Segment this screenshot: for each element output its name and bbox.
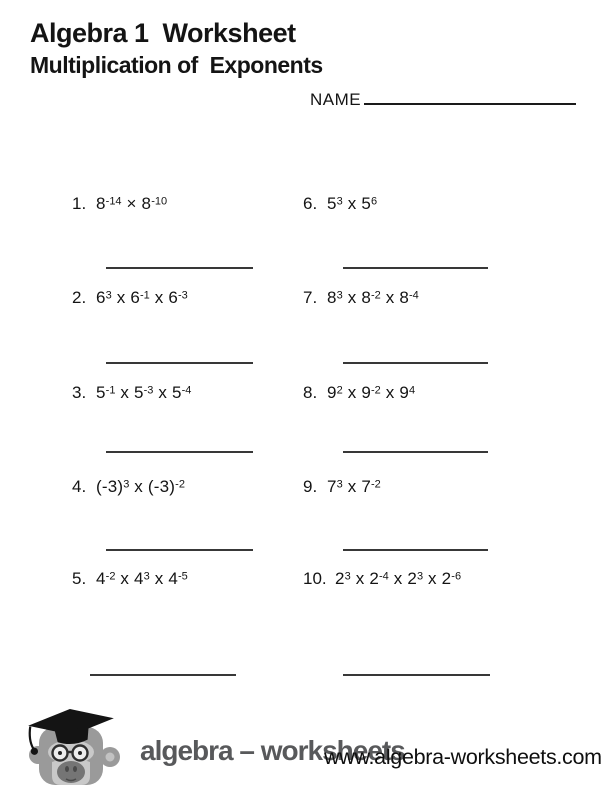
problem-5 <box>72 568 188 589</box>
problem-expression: $5^{-1}$ x $5^{-3}$ x $5^{-4}$ <box>96 383 192 402</box>
problem-number: 2. <box>72 288 87 307</box>
problem-2 <box>72 287 188 308</box>
brand-wordmark: algebra – worksheets <box>140 735 405 766</box>
problem-expression: $4^{-2}$ x $4^3$ x $4^{-5}$ <box>96 569 188 588</box>
answer-line-2 <box>106 362 253 364</box>
answer-line-4 <box>106 549 253 551</box>
answer-line-7 <box>343 362 488 364</box>
problem-4 <box>72 476 185 497</box>
answer-line-6 <box>343 267 488 269</box>
problem-expression: $(-3)^3$ x $(-3)^{-2}$ <box>96 477 185 496</box>
problem-expression: $9^2$ x $9^{-2}$ x $9^4$ <box>327 383 416 402</box>
problem-8 <box>303 382 415 403</box>
problem-expression: $8^3$ x $8^{-2}$ x $8^{-4}$ <box>327 288 419 307</box>
answer-line-5 <box>90 674 236 676</box>
monkey-graduate-icon <box>22 706 130 792</box>
page-subtitle: Multiplication of Exponents <box>30 52 323 78</box>
problem-number: 6. <box>303 194 318 213</box>
problem-expression: $7^3$ x $7^{-2}$ <box>327 477 381 496</box>
answer-line-8 <box>343 451 488 453</box>
answer-line-9 <box>343 549 488 551</box>
problem-6 <box>303 193 377 214</box>
problem-number: 9. <box>303 477 318 496</box>
problem-3 <box>72 382 191 403</box>
name-field <box>310 86 576 110</box>
problem-expression: $2^3$ x $2^{-4}$ x $2^3$ x $2^{-6}$ <box>335 569 462 588</box>
problem-1 <box>72 193 167 214</box>
problem-number: 3. <box>72 383 87 402</box>
problem-number: 10. <box>303 569 327 588</box>
problem-expression: $8^{-14} \times 8^{-10}$ <box>96 194 168 213</box>
problem-number: 8. <box>303 383 318 402</box>
answer-line-10 <box>343 674 490 676</box>
problem-number: 5. <box>72 569 87 588</box>
problem-expression: $6^3$ x $6^{-1}$ x $6^{-3}$ <box>96 288 188 307</box>
problem-number: 4. <box>72 477 87 496</box>
problem-9 <box>303 476 381 497</box>
answer-line-3 <box>106 451 253 453</box>
name-label: NAME <box>310 90 362 109</box>
name-blank-line <box>364 86 576 105</box>
problem-expression: $5^3$ x $5^6$ <box>327 194 378 213</box>
page-title: Algebra 1 Worksheet <box>30 18 296 48</box>
answer-line-1 <box>106 267 253 269</box>
problem-number: 1. <box>72 194 87 213</box>
website-url: www.algebra-worksheets.com <box>324 745 602 769</box>
monkey-graduate-svg <box>22 706 130 790</box>
problem-7 <box>303 287 419 308</box>
problem-number: 7. <box>303 288 318 307</box>
problem-10 <box>303 568 461 589</box>
